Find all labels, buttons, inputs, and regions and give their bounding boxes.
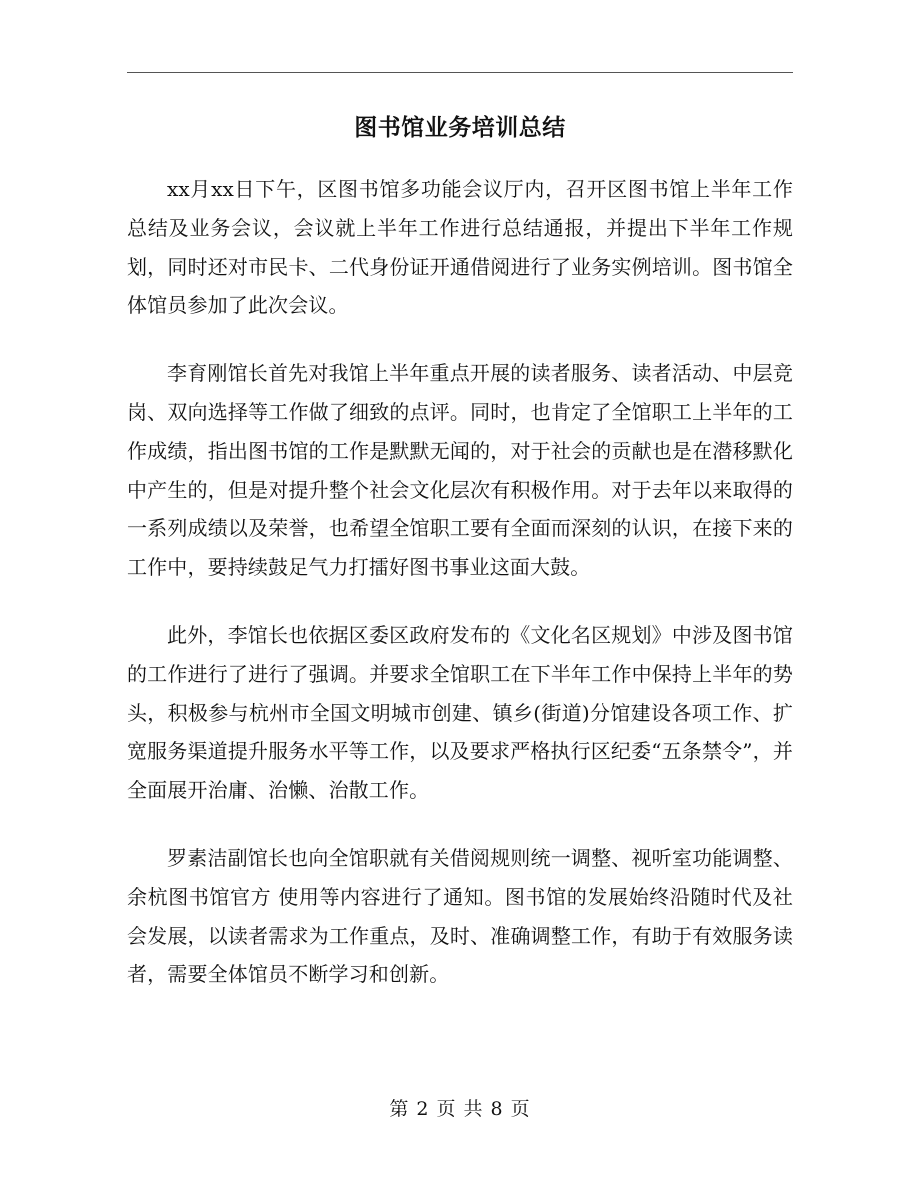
header-rule xyxy=(127,72,793,73)
paragraph-1: xx月xx日下午，区图书馆多功能会议厅内，召开区图书馆上半年工作总结及业务会议，会议就上半年工作进行总结通报，并提出下半年工作规划，同时还对市民卡、二代身份证开通借阅进行了业务实例培训。图书馆全体馆员参加了此次会议。 xyxy=(127,177,793,318)
paragraph-2: 李育刚馆长首先对我馆上半年重点开展的读者服务、读者活动、中层竞岗、双向选择等工作做了细致的点评。同时，也肯定了全馆职工上半年的工作成绩，指出图书馆的工作是默默无闻的，对于社会的贡献也是在潜移默化中产生的，但是对提升整个社会文化层次有积极作用。对于去年以来取得的一系列成绩以及荣誉，也希望全馆职工要有全面而深刻的认识，在接下来的工作中，要持续鼓足气力打擂好图书事业这面大鼓。 xyxy=(127,361,793,580)
document-body xyxy=(127,170,793,1023)
paragraph-4: 罗素洁副馆长也向全馆职就有关借阅规则统一调整、视听室功能调整、余杭图书馆官方 使用等内容进行了通知。图书馆的发展始终沿随时代及社会发展，以读者需求为工作重点，及时、准确调整工作，有助于有效服务读者，需要全体馆员不断学习和创新。 xyxy=(127,845,793,987)
paragraph-3: 此外，李馆长也依据区委区政府发布的《文化名区规划》中涉及图书馆的工作进行了进行了强调。并要求全馆职工在下半年工作中保持上半年的势头，积极参与杭州市全国文明城市创建、镇乡(街道)分馆建设各项工作、扩宽服务渠道提升服务水平等工作，以及要求严格执行区纪委“五条禁令”，并全面展开治庸、治懒、治散工作。 xyxy=(127,622,793,803)
page-number-footer: 第 2 页 共 8 页 xyxy=(389,1098,531,1120)
document-title: 图书馆业务培训总结 xyxy=(354,114,566,141)
